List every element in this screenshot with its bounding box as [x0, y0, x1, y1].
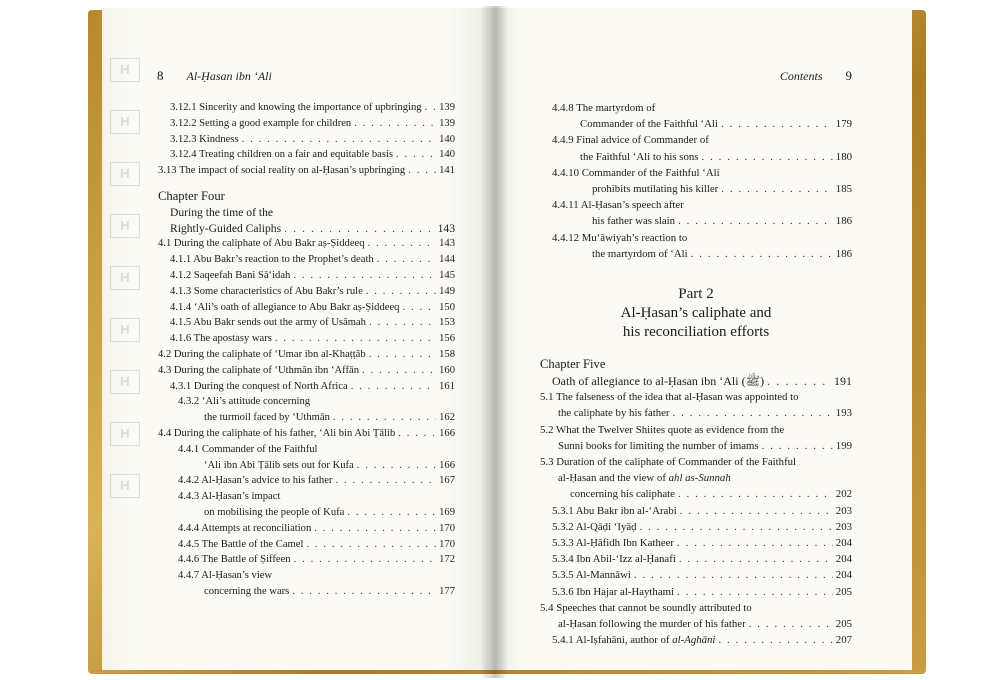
dot-leader — [679, 551, 833, 567]
page-ref: 158 — [439, 348, 455, 360]
page-ref: 139 — [439, 102, 455, 113]
dot-leader — [762, 438, 833, 454]
dot-leader — [351, 379, 436, 395]
toc-entry-text: the martyrdom of ‘Ali — [592, 247, 688, 260]
dot-leader — [333, 410, 436, 426]
toc-entry-text: 4.4.2 Al-Ḥasan’s advice to his father — [178, 475, 333, 487]
page-ref: 204 — [835, 553, 852, 566]
dot-leader — [678, 486, 833, 502]
dot-leader — [749, 616, 833, 632]
toc-entry-text: Sunni books for limiting the number of imams — [558, 439, 759, 452]
toc-entry-line: 5.2 What the Twelver Shiites quote as evidence from the — [540, 423, 785, 436]
toc-entry — [158, 331, 455, 347]
toc-entry-text: 5.3.4 Ibn Abil-‘Izz al-Ḥanafi — [552, 553, 676, 566]
toc-entry-line: 4.4.7 Al-Ḥasan’s view — [178, 570, 273, 582]
dot-leader — [396, 147, 436, 163]
dot-leader — [293, 268, 436, 284]
toc-entry — [540, 551, 852, 567]
left-toc — [158, 100, 455, 600]
toc-entry-text: 4.3 During the caliphate of ‘Uthmān ibn ‘Affān — [158, 364, 360, 376]
page-ref: 193 — [835, 407, 852, 420]
dot-leader — [294, 552, 437, 568]
toc-entry-line: 5.3 Duration of the caliphate of Commander of the Faithful — [540, 456, 797, 469]
toc-entry — [158, 268, 455, 284]
right-running-title: Contents — [779, 69, 823, 83]
dot-leader — [354, 116, 436, 132]
left-toc-tail-entries — [158, 521, 455, 568]
right-toc-sub-entries — [540, 503, 852, 600]
toc-entry-line: 5.4 Speeches that cannot be soundly attributed to — [540, 601, 752, 614]
right-page-number: 9 — [845, 68, 852, 83]
toc-entry — [540, 213, 852, 229]
part-subtitle-1: Al-Ḥasan’s caliphate and — [620, 305, 772, 322]
toc-entry-text: 3.12.3 Kindness — [170, 133, 239, 145]
page-ref: 205 — [835, 585, 852, 598]
toc-entry — [540, 535, 852, 551]
toc-entry-text: 5.3.3 Al-Ḥāfidh Ibn Katheer — [552, 537, 675, 550]
page-ref: 160 — [439, 364, 455, 376]
page-ref: 186 — [835, 215, 852, 228]
toc-entry-text: the turmoil faced by ‘Uthmān — [204, 412, 330, 424]
dot-leader — [398, 426, 436, 442]
toc-entry-text: 4.1.2 Saqeefah Bani Sā‘idah — [170, 269, 291, 281]
toc-entry-text: 4.4.6 The Battle of Ṣiffeen — [178, 554, 291, 566]
toc-entry — [158, 537, 455, 553]
dot-leader — [362, 363, 436, 379]
dot-leader — [691, 246, 833, 262]
page-ref: 166 — [439, 459, 455, 471]
right-page — [492, 8, 912, 670]
toc-entry — [540, 503, 852, 519]
toc-entry — [158, 221, 455, 237]
toc-entry-text: al-Ḥasan and the view of — [558, 472, 669, 485]
toc-entry — [540, 246, 852, 262]
dot-leader — [634, 567, 833, 583]
page-ref: 170 — [439, 522, 455, 534]
toc-entry-text: the Faithful ‘Ali to his sons — [580, 150, 699, 163]
toc-entry — [158, 410, 455, 426]
toc-entry — [540, 486, 852, 502]
toc-entry-line: 4.4.10 Commander of the Faithful ‘Ali — [552, 166, 720, 179]
toc-entry-text: his father was slain — [592, 215, 676, 228]
dot-leader — [306, 537, 436, 553]
toc-entry — [540, 438, 852, 454]
toc-entry-text: 4.1.5 Abu Bakr sends out the army of Usāmah — [170, 317, 366, 329]
page-ref: 170 — [439, 538, 455, 550]
page-ref: 177 — [439, 585, 455, 597]
toc-entry-line: 4.4.12 Mu‘āwiyah’s reaction to — [552, 231, 688, 244]
toc-entry-text: concerning the wars — [204, 585, 290, 597]
page-ref: 143 — [437, 221, 455, 235]
dot-leader — [377, 252, 436, 268]
left-toc-main-entries — [158, 236, 455, 394]
dot-leader — [242, 132, 437, 148]
toc-entry-text: 4.1.6 The apostasy wars — [170, 333, 272, 345]
dot-leader — [718, 632, 832, 648]
toc-entry — [158, 147, 455, 163]
toc-entry-line: 4.4.8 The martyrdom of — [552, 102, 656, 114]
toc-entry-text: prohibits mutilating his killer — [592, 183, 719, 196]
toc-entry — [158, 505, 455, 521]
dot-leader — [721, 181, 833, 197]
toc-entry — [540, 567, 852, 583]
page-ref: 140 — [439, 133, 455, 145]
page-ref: 161 — [439, 380, 455, 392]
left-running-title: Al-Ḥasan ibn ‘Ali — [186, 69, 272, 83]
page-ref: 143 — [439, 238, 455, 250]
toc-entry — [158, 315, 455, 331]
toc-entry — [158, 584, 455, 600]
toc-entry — [158, 163, 455, 179]
toc-entry-text: 4.4.5 The Battle of the Camel — [178, 538, 304, 550]
toc-entry-text: 3.12.4 Treating children on a fair and equitable basis — [170, 149, 394, 161]
toc-entry-text: 5.3.2 Al-Qāḍi ‘Iyāḍ — [552, 520, 637, 533]
page-ref: 207 — [835, 634, 852, 647]
toc-entry — [158, 458, 455, 474]
page-ref: 140 — [439, 149, 455, 161]
page-ref: 203 — [835, 504, 852, 517]
dot-leader — [357, 458, 436, 474]
toc-entry — [540, 149, 852, 165]
page-ref: 202 — [835, 488, 852, 501]
page-ref: 169 — [439, 506, 455, 518]
toc-entry-line: 4.4.9 Final advice of Commander of — [552, 134, 709, 147]
toc-entry — [158, 236, 455, 252]
toc-entry-text: 5.3.1 Abu Bakr ibn al-‘Arabi — [552, 504, 677, 517]
toc-entry — [158, 363, 455, 379]
dot-leader — [335, 473, 436, 489]
toc-entry — [540, 116, 852, 132]
toc-entry-line: 4.3.2 ‘Ali’s attitude concerning — [178, 396, 311, 408]
toc-entry — [158, 284, 455, 300]
left-toc-top-entries — [158, 100, 455, 179]
dot-leader — [678, 213, 833, 229]
toc-entry-text: 4.1 During the caliphate of Abu Bakr aṣ-Ṣiddeeq — [158, 238, 365, 250]
toc-entry — [540, 616, 852, 632]
dot-leader — [640, 519, 833, 535]
toc-entry-text: Commander of the Faithful ‘Ali — [580, 118, 718, 131]
toc-entry-line: 4.4.11 Al-Ḥasan’s speech after — [552, 199, 684, 212]
dot-leader — [369, 315, 436, 331]
toc-entry-text: 4.1.3 Some characteristics of Abu Bakr’s rule — [170, 285, 363, 297]
right-toc — [540, 100, 852, 648]
show-through-pattern: H H H H H H H H H — [102, 48, 162, 608]
toc-entry — [540, 405, 852, 421]
part-subtitle-2: his reconciliation efforts — [622, 324, 770, 341]
chapter-five-label: Chapter Five — [540, 357, 606, 372]
chapter-four-subtitle-1: During the time of the — [170, 205, 274, 219]
page-ref: 185 — [835, 183, 852, 196]
toc-entry-text: 5.4.1 Al-Iṣfahāni, author of al-Aghāni — [552, 634, 716, 647]
dot-leader — [402, 300, 436, 316]
page-ref: 204 — [835, 537, 852, 550]
dot-leader — [767, 373, 831, 389]
dot-leader — [425, 100, 437, 116]
dot-leader — [275, 331, 436, 347]
left-page — [102, 8, 494, 670]
toc-entry — [540, 519, 852, 535]
dot-leader — [314, 521, 436, 537]
toc-entry — [158, 347, 455, 363]
dot-leader — [347, 505, 436, 521]
toc-entry-text: 4.2 During the caliphate of ‘Umar ibn al-Khaṭṭāb — [158, 348, 366, 360]
toc-entry-line: 5.1 The falseness of the idea that al-Ḥasan was appointed to — [540, 391, 799, 404]
page-ref: 179 — [835, 118, 852, 131]
page-ref: 199 — [835, 439, 852, 452]
toc-entry-italic: ahl as-Sunnah — [668, 472, 731, 485]
page-ref: 203 — [835, 520, 852, 533]
dot-leader — [408, 163, 436, 179]
toc-entry-text: 5.3.5 Al-Mannāwi — [552, 569, 631, 582]
page-ref: 144 — [439, 254, 455, 266]
toc-entry-text: 4.4 During the caliphate of his father, ‘Ali bin Abi Ṭālib — [158, 427, 396, 439]
toc-entry — [540, 373, 852, 389]
toc-entry — [158, 252, 455, 268]
left-running-header — [157, 68, 272, 84]
toc-entry — [158, 132, 455, 148]
toc-entry-text: the caliphate by his father — [558, 407, 670, 420]
page-ref: 204 — [835, 569, 852, 582]
page-ref: 145 — [439, 269, 455, 281]
toc-entry — [158, 379, 455, 395]
toc-entry-text: 4.1.1 Abu Bakr’s reaction to the Prophet’s death — [170, 254, 374, 266]
toc-entry-text: 4.1.4 ‘Ali’s oath of allegiance to Abu Bakr aṣ-Ṣiddeeq — [170, 301, 400, 313]
toc-entry-text: 4.4.4 Attempts at reconciliation — [178, 522, 312, 534]
part-heading — [540, 284, 852, 342]
toc-entry-line: 4.4.1 Commander of the Faithful — [178, 443, 318, 455]
toc-entry — [540, 632, 852, 648]
page-ref: 167 — [439, 475, 455, 487]
toc-entry-text: 4.3.1 During the conquest of North Africa — [170, 380, 348, 392]
chapter-five-subtitle: Oath of allegiance to al-Ḥasan ibn ‘Ali (ﷺ) — [552, 374, 765, 389]
part-label: Part 2 — [678, 286, 714, 303]
dot-leader — [369, 347, 436, 363]
left-page-number: 8 — [157, 68, 164, 83]
dot-leader — [701, 149, 832, 165]
page-ref: 150 — [439, 301, 455, 313]
toc-entry-text: 3.12.2 Setting a good example for children — [170, 117, 352, 129]
chapter-four-label: Chapter Four — [158, 188, 225, 203]
toc-entry — [158, 116, 455, 132]
page-ref: 141 — [439, 165, 455, 177]
page-ref: 139 — [439, 117, 455, 129]
dot-leader — [680, 503, 833, 519]
dot-leader — [677, 584, 833, 600]
dot-leader — [677, 535, 833, 551]
toc-entry — [158, 552, 455, 568]
page-ref: 205 — [835, 618, 852, 631]
page-ref: 172 — [439, 554, 455, 566]
toc-entry — [158, 426, 455, 442]
page-ref: 186 — [835, 247, 852, 260]
toc-entry — [158, 100, 455, 116]
toc-entry-line — [540, 470, 852, 486]
toc-entry-text: al-Ḥasan following the murder of his father — [558, 618, 746, 631]
dot-leader — [721, 116, 833, 132]
dot-leader — [366, 284, 436, 300]
toc-entry — [540, 181, 852, 197]
toc-entry-text: 5.3.6 Ibn Hajar al-Haythami — [552, 585, 675, 598]
page-ref: 162 — [439, 412, 455, 424]
toc-entry-line: 4.4.3 Al-Ḥasan’s impact — [178, 491, 281, 503]
page-ref: 180 — [835, 150, 852, 163]
toc-entry — [158, 521, 455, 537]
toc-entry-text: concerning his caliphate — [570, 488, 675, 501]
toc-entry-text: on mobilising the people of Kufa — [204, 506, 345, 518]
dot-leader — [368, 236, 437, 252]
toc-entry-text: ‘Ali ibn Abi Ṭālib sets out for Kufa — [204, 459, 354, 471]
dot-leader — [284, 221, 435, 237]
page-ref: 156 — [439, 333, 455, 345]
book-spine-gutter — [480, 6, 508, 678]
toc-entry — [158, 300, 455, 316]
dot-leader — [673, 405, 833, 421]
page-ref: 153 — [439, 317, 455, 329]
dot-leader — [292, 584, 436, 600]
toc-entry-text: 3.12.1 Sincerity and knowing the importance of upbringing — [170, 102, 422, 113]
chapter-four-subtitle-2: Rightly-Guided Caliphs — [170, 221, 282, 235]
toc-entry-text: 3.13 The impact of social reality on al-Ḥasan’s upbringing — [158, 165, 406, 177]
page-ref: 149 — [439, 285, 455, 297]
page-ref: 191 — [834, 374, 852, 389]
page-ref: 166 — [439, 427, 455, 439]
toc-entry — [540, 584, 852, 600]
right-running-header — [780, 68, 852, 84]
toc-entry — [158, 473, 455, 489]
